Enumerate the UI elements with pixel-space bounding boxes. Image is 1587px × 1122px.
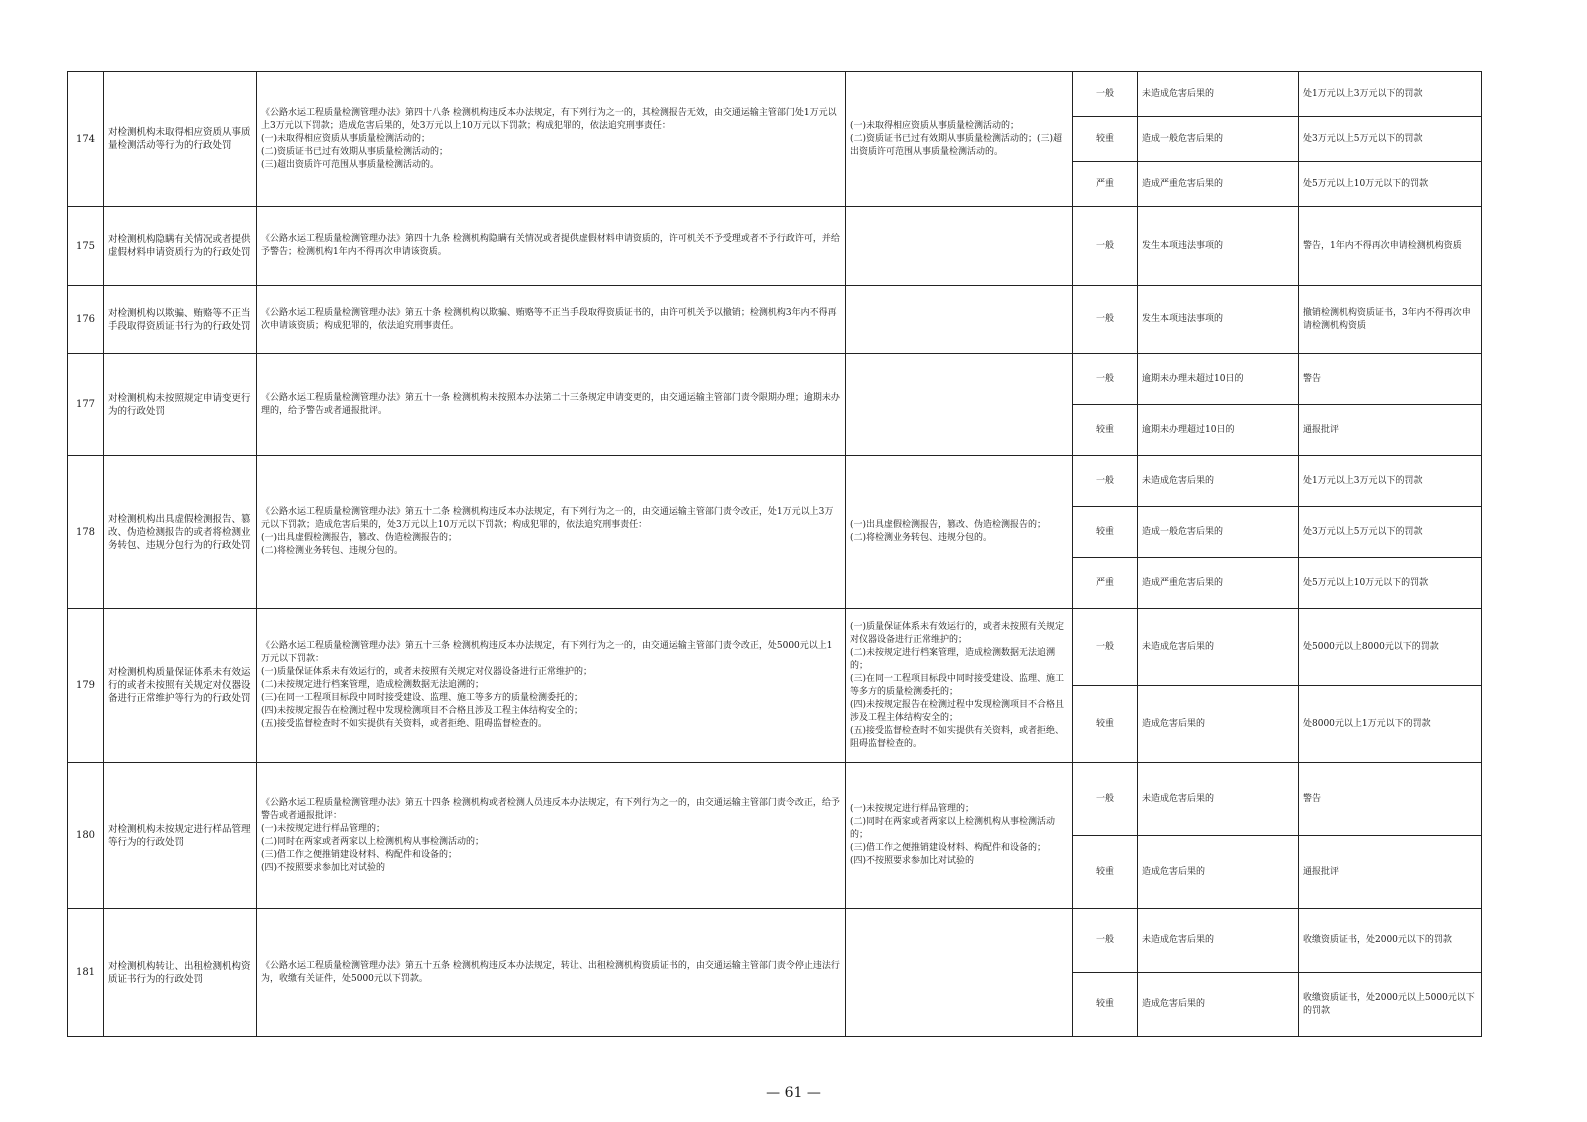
legal-basis-cell: 《公路水运工程质量检测管理办法》第五十条 检测机构以欺骗、贿赂等不正当手段取得资质证书的，由许可机关予以撤销；检测机构3年内不得再次申请该资质；构成犯罪的，依法追究刑事责任。: [257, 286, 846, 354]
penalty-item-cell: 对检测机构未按规定进行样品管理等行为的行政处罚: [104, 763, 257, 909]
penalty-item-cell: 对检测机构出具虚假检测报告、篡改、伪造检测报告的或者将检测业务转包、违规分包行为的行政处罚: [104, 456, 257, 609]
severity-standard-cell: 未造成危害后果的: [1138, 456, 1299, 507]
penalty-item-cell: 对检测机构隐瞒有关情况或者提供虚假材料申请资质行为的行政处罚: [104, 207, 257, 286]
severity-level-cell: 一般: [1073, 207, 1138, 286]
penalty-measure-cell: 处5万元以上10万元以下的罚款: [1299, 558, 1482, 609]
penalty-measure-cell: 收缴资质证书，处2000元以下的罚款: [1299, 909, 1482, 973]
severity-standard-cell: 造成严重危害后果的: [1138, 558, 1299, 609]
row-number-cell: 175: [68, 207, 104, 286]
severity-standard-cell: 发生本项违法事项的: [1138, 286, 1299, 354]
legal-basis-cell: 《公路水运工程质量检测管理办法》第五十一条 检测机构未按照本办法第二十三条规定申请变更的，由交通运输主管部门责令限期办理；逾期未办理的，给予警告或者通报批评。: [257, 354, 846, 456]
severity-level-cell: 一般: [1073, 909, 1138, 973]
severity-level-cell: 较重: [1073, 686, 1138, 763]
penalty-measure-cell: 警告: [1299, 354, 1482, 405]
penalty-item-cell: 对检测机构未取得相应资质从事质量检测活动等行为的行政处罚: [104, 72, 257, 207]
legal-basis-cell: 《公路水运工程质量检测管理办法》第五十三条 检测机构违反本办法规定，有下列行为之一的，由交通运输主管部门责令改正，处5000元以上1万元以下罚款： (一)质量保证体系未有效运行的，或者未按照有关规定对仪器设备进行正常维护的； (二)未按规定进行档案管理，造成检测数据无法追溯的； (三)在同一工程项目标段中同时接受建设、监理、施工等多方的质量检测委托的； (四)未按规定报告在检测过程中发现检测项目不合格且涉及工程主体结构安全的； (五)接受监督检查时不如实提供有关资料，或者拒绝、阻碍监督检查的。: [257, 609, 846, 763]
legal-basis-cell: 《公路水运工程质量检测管理办法》第五十四条 检测机构或者检测人员违反本办法规定，有下列行为之一的，由交通运输主管部门责令改正，给予警告或者通报批评： (一)未按规定进行样品管理的； (二)同时在两家或者两家以上检测机构从事检测活动的； (三)借工作之便推销建设材料、构配件和设备的； (四)不按照要求参加比对试验的: [257, 763, 846, 909]
penalty-measure-cell: 通报批评: [1299, 836, 1482, 909]
penalty-item-cell: 对检测机构以欺骗、贿赂等不正当手段取得资质证书行为的行政处罚: [104, 286, 257, 354]
severity-standard-cell: 造成一般危害后果的: [1138, 507, 1299, 558]
penalty-measure-cell: 处3万元以上5万元以下的罚款: [1299, 117, 1482, 162]
violation-conditions-cell: (一)质量保证体系未有效运行的，或者未按照有关规定对仪器设备进行正常维护的； (二)未按规定进行档案管理，造成检测数据无法追溯的； (三)在同一工程项目标段中同时接受建设、监理、施工等多方的质量检测委托的； (四)未按规定报告在检测过程中发现检测项目不合格且涉及工程主体结构安全的； (五)接受监督检查时不如实提供有关资料，或者拒绝、阻碍监督检查的。: [846, 609, 1073, 763]
severity-standard-cell: 造成危害后果的: [1138, 686, 1299, 763]
violation-conditions-cell: [846, 207, 1073, 286]
penalty-measure-cell: 收缴资质证书，处2000元以上5000元以下的罚款: [1299, 973, 1482, 1037]
penalty-measure-cell: 撤销检测机构资质证书，3年内不得再次申请检测机构资质: [1299, 286, 1482, 354]
penalty-item-cell: 对检测机构质量保证体系未有效运行的或者未按照有关规定对仪器设备进行正常维护等行为的行政处罚: [104, 609, 257, 763]
table-row: [68, 207, 1482, 286]
violation-conditions-cell: (一)出具虚假检测报告，篡改、伪造检测报告的； (二)将检测业务转包、违规分包的。: [846, 456, 1073, 609]
row-number-cell: 177: [68, 354, 104, 456]
penalty-measure-cell: 处3万元以上5万元以下的罚款: [1299, 507, 1482, 558]
legal-basis-cell: 《公路水运工程质量检测管理办法》第四十八条 检测机构违反本办法规定，有下列行为之一的，其检测报告无效，由交通运输主管部门处1万元以上3万元以下罚款；造成危害后果的，处3万元以上10万元以下罚款；构成犯罪的，依法追究刑事责任： (一)未取得相应资质从事质量检测活动的； (二)资质证书已过有效期从事质量检测活动的； (三)超出资质许可范围从事质量检测活动的。: [257, 72, 846, 207]
severity-standard-cell: 发生本项违法事项的: [1138, 207, 1299, 286]
severity-level-cell: 一般: [1073, 763, 1138, 836]
row-number-cell: 181: [68, 909, 104, 1037]
severity-standard-cell: 造成危害后果的: [1138, 973, 1299, 1037]
severity-standard-cell: 逾期未办理超过10日的: [1138, 405, 1299, 456]
penalty-measure-cell: 处5万元以上10万元以下的罚款: [1299, 162, 1482, 207]
severity-standard-cell: 未造成危害后果的: [1138, 909, 1299, 973]
severity-standard-cell: 逾期未办理未超过10日的: [1138, 354, 1299, 405]
severity-level-cell: 较重: [1073, 405, 1138, 456]
severity-level-cell: 严重: [1073, 558, 1138, 609]
table-row: [68, 609, 1482, 686]
table-row: [68, 354, 1482, 405]
row-number-cell: 179: [68, 609, 104, 763]
violation-conditions-cell: [846, 354, 1073, 456]
penalty-measure-cell: 警告: [1299, 763, 1482, 836]
violation-conditions-cell: [846, 286, 1073, 354]
severity-level-cell: 较重: [1073, 973, 1138, 1037]
legal-basis-cell: 《公路水运工程质量检测管理办法》第四十九条 检测机构隐瞒有关情况或者提供虚假材料申请资质的，许可机关不予受理或者不予行政许可，并给予警告；检测机构1年内不得再次申请该资质。: [257, 207, 846, 286]
penalty-measure-cell: 通报批评: [1299, 405, 1482, 456]
severity-level-cell: 一般: [1073, 354, 1138, 405]
row-number-cell: 174: [68, 72, 104, 207]
row-number-cell: 178: [68, 456, 104, 609]
severity-level-cell: 一般: [1073, 456, 1138, 507]
violation-conditions-cell: (一)未取得相应资质从事质量检测活动的； (二)资质证书已过有效期从事质量检测活动的；(三)超出资质许可范围从事质量检测活动的。: [846, 72, 1073, 207]
severity-level-cell: 一般: [1073, 72, 1138, 117]
severity-level-cell: 一般: [1073, 609, 1138, 686]
penalty-item-cell: 对检测机构未按照规定申请变更行为的行政处罚: [104, 354, 257, 456]
penalty-measure-cell: 警告，1年内不得再次申请检测机构资质: [1299, 207, 1482, 286]
table-row: [68, 72, 1482, 117]
severity-level-cell: 一般: [1073, 286, 1138, 354]
penalty-table-container: [67, 71, 1481, 1037]
penalty-measure-cell: 处1万元以上3万元以下的罚款: [1299, 72, 1482, 117]
penalty-measure-cell: 处5000元以上8000元以下的罚款: [1299, 609, 1482, 686]
severity-standard-cell: 造成严重危害后果的: [1138, 162, 1299, 207]
severity-level-cell: 较重: [1073, 117, 1138, 162]
legal-basis-cell: 《公路水运工程质量检测管理办法》第五十五条 检测机构违反本办法规定，转让、出租检测机构资质证书的，由交通运输主管部门责令停止违法行为，收缴有关证件，处5000元以下罚款。: [257, 909, 846, 1037]
table-row: [68, 456, 1482, 507]
severity-level-cell: 较重: [1073, 507, 1138, 558]
table-row: [68, 763, 1482, 836]
row-number-cell: 176: [68, 286, 104, 354]
severity-level-cell: 较重: [1073, 836, 1138, 909]
table-body: [68, 72, 1482, 1037]
severity-standard-cell: 造成一般危害后果的: [1138, 117, 1299, 162]
severity-standard-cell: 未造成危害后果的: [1138, 72, 1299, 117]
severity-level-cell: 严重: [1073, 162, 1138, 207]
penalty-standards-table: [67, 71, 1482, 1037]
table-row: [68, 286, 1482, 354]
severity-standard-cell: 未造成危害后果的: [1138, 609, 1299, 686]
severity-standard-cell: 造成危害后果的: [1138, 836, 1299, 909]
penalty-measure-cell: 处1万元以上3万元以下的罚款: [1299, 456, 1482, 507]
violation-conditions-cell: [846, 909, 1073, 1037]
legal-basis-cell: 《公路水运工程质量检测管理办法》第五十二条 检测机构违反本办法规定，有下列行为之一的，由交通运输主管部门责令改正，处1万元以上3万元以下罚款；造成危害后果的，处3万元以上10万元以下罚款；构成犯罪的，依法追究刑事责任： (一)出具虚假检测报告，篡改、伪造检测报告的； (二)将检测业务转包、违规分包的。: [257, 456, 846, 609]
penalty-measure-cell: 处8000元以上1万元以下的罚款: [1299, 686, 1482, 763]
penalty-item-cell: 对检测机构转让、出租检测机构资质证书行为的行政处罚: [104, 909, 257, 1037]
row-number-cell: 180: [68, 763, 104, 909]
violation-conditions-cell: (一)未按规定进行样品管理的； (二)同时在两家或者两家以上检测机构从事检测活动的； (三)借工作之便推销建设材料、构配件和设备的； (四)不按照要求参加比对试验的: [846, 763, 1073, 909]
page-number: — 61 —: [766, 1085, 821, 1101]
table-row: [68, 909, 1482, 973]
severity-standard-cell: 未造成危害后果的: [1138, 763, 1299, 836]
